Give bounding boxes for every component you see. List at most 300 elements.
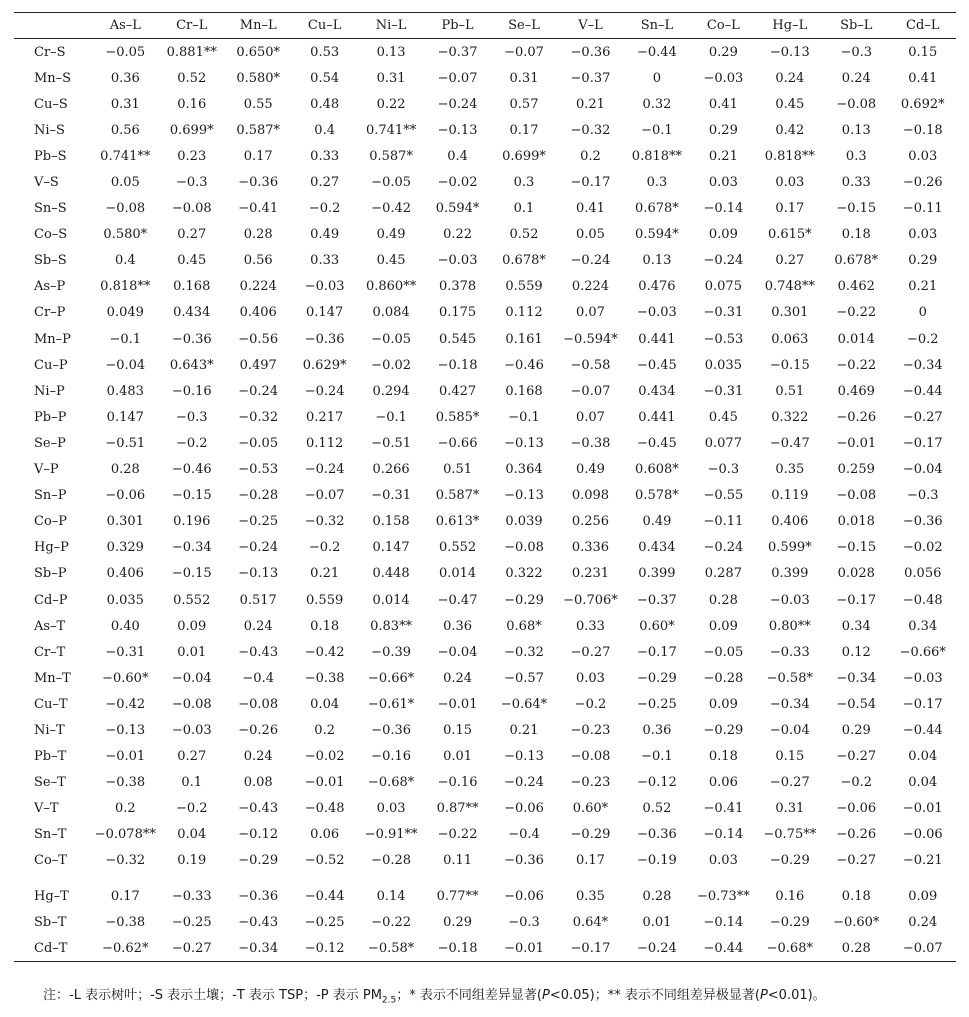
table-cell: −0.08 (570, 749, 611, 765)
table-cell: 0.168 (173, 279, 211, 295)
table-cell: −0.13 (504, 749, 544, 765)
column-header: V–L (557, 13, 623, 39)
table-cell: −0.43 (238, 801, 279, 817)
table-cell: 0.09 (708, 227, 738, 243)
table-cell: 0.64* (572, 914, 609, 930)
table-cell: −0.03 (437, 253, 478, 269)
table-row (14, 770, 956, 796)
table-row (14, 535, 956, 561)
table-cell: 0.056 (904, 566, 942, 582)
table-cell: 0.07 (575, 305, 605, 321)
column-header: Sb–L (823, 13, 889, 39)
table-cell: 0.03 (575, 670, 605, 686)
table-row (14, 691, 956, 717)
table-cell: 0.469 (837, 383, 875, 399)
table-cell: −0.43 (238, 914, 279, 930)
table-cell: −0.34 (225, 935, 291, 962)
table-cell: 0.77** (436, 888, 479, 904)
table-row (14, 561, 956, 587)
table-cell: 0.56 (110, 122, 140, 138)
row-label: Mn–S (34, 70, 72, 86)
table-cell: −0.47 (437, 592, 478, 608)
table-row (14, 848, 956, 874)
table-cell: 0.36 (110, 70, 140, 86)
table-cell: −0.706* (563, 592, 618, 608)
table-cell: 0.15 (775, 749, 805, 765)
table-cell: 0.29 (841, 722, 871, 738)
table-cell: 0.45 (775, 96, 805, 112)
table-cell: 0.678* (834, 253, 879, 269)
table-cell: −0.32 (570, 122, 611, 138)
table-cell: 0.517 (239, 592, 277, 608)
table-cell: −0.08 (171, 696, 212, 712)
table-cell: 0.03 (908, 148, 938, 164)
table-cell: 0.45 (376, 253, 406, 269)
table-cell: 0.18 (841, 888, 871, 904)
table-cell: −0.13 (437, 122, 478, 138)
table-cell: 0.256 (571, 514, 610, 530)
table-cell: −0.36 (238, 888, 279, 904)
table-row (14, 274, 956, 300)
table-cell: −0.08 (171, 201, 212, 217)
row-label: Cu–P (34, 357, 68, 373)
table-cell: −0.3 (175, 409, 208, 425)
table-cell: −0.07 (437, 70, 478, 86)
table-cell: −0.58 (570, 357, 611, 373)
table-cell: −0.22 (371, 914, 412, 930)
table-cell: 0.018 (837, 514, 875, 530)
table-cell: −0.36 (902, 514, 943, 530)
table-footnote (43, 984, 826, 1006)
table-cell: −0.01 (304, 775, 345, 791)
table-cell: 0.287 (704, 566, 742, 582)
table-cell: 0.33 (575, 618, 605, 634)
row-label: Pb–T (34, 749, 67, 765)
table-cell: −0.29 (769, 853, 810, 869)
table-cell: −0.15 (836, 540, 877, 556)
table-cell: −0.29 (769, 914, 810, 930)
table-cell: 0.587* (236, 122, 281, 138)
table-cell: 0.09 (708, 618, 738, 634)
table-cell: −0.44 (636, 44, 677, 60)
table-cell: −0.01 (902, 801, 943, 817)
table-cell: −0.44 (304, 888, 345, 904)
table-cell: −0.27 (836, 749, 877, 765)
table-cell: 0.881** (166, 44, 217, 60)
table-cell: 0.29 (908, 253, 938, 269)
table-cell: 0.52 (509, 227, 539, 243)
table-cell: 0.587* (369, 148, 413, 164)
table-cell: −0.04 (171, 670, 212, 686)
table-cell: 0.24 (841, 70, 871, 86)
table-cell: −0.13 (105, 722, 146, 738)
table-cell: −0.34 (171, 540, 212, 556)
table-cell: 0.28 (708, 592, 738, 608)
table-cell: −0.52 (304, 853, 345, 869)
table-cell: 0.53 (310, 44, 340, 60)
table-cell: −0.24 (304, 462, 345, 478)
table-cell: 0.21 (509, 722, 539, 738)
table-cell: −0.27 (902, 409, 943, 425)
table-cell: 0.34 (908, 618, 938, 634)
table-cell: −0.08 (504, 540, 544, 556)
row-label: V–T (34, 801, 59, 817)
table-cell: −0.24 (570, 253, 611, 269)
row-label: Hg–T (34, 888, 69, 904)
table-cell: −0.13 (504, 488, 544, 504)
table-cell: −0.08 (238, 696, 279, 712)
table-cell: 0.028 (837, 566, 875, 582)
column-header: Ni–L (358, 13, 424, 39)
table-cell: 0.4 (447, 148, 468, 164)
table-cell: 0.3 (646, 175, 668, 191)
table-cell: −0.62* (92, 935, 158, 962)
header-cell-corner (14, 13, 92, 39)
table-cell: 0.860** (365, 279, 417, 295)
table-cell: 0.22 (376, 96, 406, 112)
table-cell: −0.05 (371, 175, 412, 191)
table-row (14, 430, 956, 456)
table-cell: 0.336 (571, 540, 610, 556)
table-cell: −0.15 (171, 566, 212, 582)
table-cell: 0.40 (110, 618, 140, 634)
table-cell: −0.22 (836, 357, 877, 373)
table-row (14, 665, 956, 691)
table-row (14, 717, 956, 743)
table-cell: 0.24 (443, 670, 473, 686)
table-cell: 0.741** (365, 122, 417, 138)
table-cell: 0.18 (708, 749, 738, 765)
table-cell: 0.48 (310, 96, 340, 112)
table-cell: −0.55 (703, 488, 744, 504)
table-cell: −0.04 (105, 357, 146, 373)
table-cell: −0.38 (105, 775, 146, 791)
table-cell: 0.24 (775, 70, 805, 86)
table-cell: −0.38 (570, 435, 611, 451)
row-label: Ni–P (34, 383, 65, 399)
table-cell: −0.16 (371, 749, 412, 765)
table-cell: −0.1 (109, 331, 142, 347)
table-cell: 0.406 (106, 566, 144, 582)
table-cell: 0.54 (310, 70, 340, 86)
table-row (14, 744, 956, 770)
table-cell: 0.11 (443, 853, 473, 869)
table-cell: 0.36 (642, 722, 672, 738)
table-cell: 0.01 (642, 914, 672, 930)
table-cell: 0.45 (708, 409, 738, 425)
table-cell: 0.27 (177, 227, 207, 243)
table-cell: 0.29 (708, 44, 738, 60)
row-label: Ni–S (34, 122, 65, 138)
table-cell: 0.615* (767, 227, 812, 243)
table-cell: −0.2 (308, 201, 341, 217)
table-cell: −0.73** (696, 888, 750, 904)
table-cell: −0.36 (171, 331, 212, 347)
table-cell: −0.07 (570, 383, 611, 399)
table-cell: −0.24 (238, 540, 279, 556)
table-cell: 0.196 (173, 514, 211, 530)
table-cell: 0.594* (635, 227, 679, 243)
table-cell: 0.45 (177, 253, 207, 269)
table-row (14, 587, 956, 613)
table-cell: 0.57 (509, 96, 539, 112)
table-cell: 0.678* (635, 201, 679, 217)
table-cell: 0.13 (841, 122, 871, 138)
table-cell: −0.32 (304, 514, 345, 530)
table-cell: −0.54 (836, 696, 877, 712)
table-cell: 0.15 (443, 722, 473, 738)
table-cell: −0.078** (94, 827, 156, 843)
table-cell: −0.48 (304, 801, 345, 817)
table-cell: −0.06 (836, 801, 877, 817)
table-cell: −0.27 (159, 935, 225, 962)
table-cell: 0.643* (169, 357, 214, 373)
table-cell: 0.650* (236, 44, 281, 60)
table-cell: 0.406 (771, 514, 809, 530)
table-cell: 0.035 (106, 592, 144, 608)
table-row (14, 404, 956, 430)
table-cell: −0.17 (836, 592, 877, 608)
table-cell: −0.38 (105, 914, 146, 930)
table-cell: 0.147 (306, 305, 344, 321)
table-cell: −0.16 (437, 775, 478, 791)
table-cell: 0.31 (775, 801, 805, 817)
table-cell: −0.58* (358, 935, 424, 962)
table-cell: −0.91** (364, 827, 418, 843)
table-cell: 0.580* (103, 227, 148, 243)
note-text-2: ；* 表示不同组差异显著( (396, 988, 542, 1003)
table-cell: −0.12 (291, 935, 357, 962)
table-cell: 0.31 (110, 96, 140, 112)
table-cell: −0.3 (508, 914, 540, 930)
table-cell: 0.29 (443, 914, 473, 930)
table-cell: 0.36 (443, 618, 473, 634)
table-cell: −0.08 (105, 201, 146, 217)
table-cell: 0.399 (638, 566, 676, 582)
table-row (14, 909, 956, 935)
table-cell: 0.13 (642, 253, 672, 269)
table-cell: −0.61* (367, 696, 415, 712)
table-cell: 0.4 (314, 122, 335, 138)
table-cell: 0.599* (767, 540, 812, 556)
table-cell: −0.25 (171, 914, 212, 930)
table-row (14, 222, 956, 248)
table-cell: −0.53 (238, 462, 279, 478)
table-cell: 0.14 (376, 888, 406, 904)
table-cell: 0.084 (372, 305, 410, 321)
table-cell: 0.039 (505, 514, 543, 530)
table-row (14, 935, 956, 962)
table-cell: 0.19 (177, 853, 207, 869)
table-cell: −0.37 (570, 70, 611, 86)
table-cell: 0.049 (106, 305, 144, 321)
table-cell: −0.47 (769, 435, 810, 451)
table-cell: 0.17 (243, 148, 273, 164)
table-cell: −0.32 (105, 853, 146, 869)
table-cell: 0.08 (243, 775, 273, 791)
table-cell: 0.147 (372, 540, 410, 556)
table-cell: −0.60* (833, 914, 880, 930)
table-cell: 0.301 (771, 305, 809, 321)
note-p-symbol-2: P (759, 988, 768, 1003)
table-cell: 0.678* (502, 253, 546, 269)
table-cell: −0.25 (238, 514, 279, 530)
table-cell: −0.37 (636, 592, 677, 608)
table-cell: 0.07 (575, 409, 605, 425)
table-cell: −0.11 (902, 201, 943, 217)
table-cell: −0.594* (563, 331, 618, 347)
table-cell: −0.38 (304, 670, 345, 686)
table-cell: 0.31 (509, 70, 539, 86)
table-cell: 0.21 (708, 148, 738, 164)
table-cell: −0.64* (500, 696, 548, 712)
table-cell: −0.41 (238, 201, 279, 217)
table-cell: 0.483 (106, 383, 144, 399)
table-cell: −0.32 (504, 644, 544, 660)
row-label: Cr–P (34, 305, 66, 321)
table-cell: 0.60* (572, 801, 609, 817)
table-cell: −0.05 (703, 644, 744, 660)
table-cell: 0.27 (310, 175, 340, 191)
table-cell: 0.51 (443, 462, 473, 478)
table-cell: 0.112 (505, 305, 543, 321)
table-cell: −0.68* (757, 935, 823, 962)
table-cell: −0.28 (703, 670, 744, 686)
table-cell: −0.3 (840, 44, 873, 60)
table-cell: 0.175 (438, 305, 477, 321)
table-cell: −0.66* (367, 670, 415, 686)
table-cell: 0.378 (438, 279, 477, 295)
table-cell: −0.17 (902, 696, 943, 712)
table-cell: 0.818** (764, 148, 815, 164)
table-row (14, 822, 956, 848)
table-cell: 0.692* (900, 96, 945, 112)
row-label: As–T (34, 618, 66, 634)
table-cell: 0.05 (110, 175, 140, 191)
row-label: Se–T (34, 775, 66, 791)
table-cell: −0.29 (504, 592, 544, 608)
table-cell: 0.87** (436, 801, 479, 817)
table-cell: −0.11 (703, 514, 744, 530)
table-cell: 0.17 (509, 122, 539, 138)
table-cell: 0 (652, 70, 662, 86)
table-cell: −0.36 (504, 853, 544, 869)
table-cell: −0.05 (105, 44, 146, 60)
table-cell: −0.24 (703, 540, 744, 556)
table-row (14, 457, 956, 483)
table-cell: −0.42 (304, 644, 345, 660)
table-cell: −0.45 (636, 435, 677, 451)
table-cell: 0.224 (571, 279, 610, 295)
row-label: V–S (34, 175, 59, 191)
row-label: Sb–T (34, 914, 67, 930)
table-cell: −0.33 (769, 644, 810, 660)
table-cell: −0.03 (636, 305, 677, 321)
table-cell: −0.27 (836, 853, 877, 869)
column-header: Cu–L (291, 13, 357, 39)
table-cell: −0.46 (171, 462, 212, 478)
table-cell: 0.014 (372, 592, 410, 608)
table-cell: 0.818** (631, 148, 683, 164)
table-cell: 0.629* (302, 357, 347, 373)
table-cell: 0.34 (841, 618, 871, 634)
table-row (14, 796, 956, 822)
table-cell: −0.36 (636, 827, 677, 843)
table-cell: 0.68* (506, 618, 542, 634)
table-cell: −0.03 (703, 70, 744, 86)
table-cell: 0.441 (638, 331, 676, 347)
table-cell: 0.462 (837, 279, 875, 295)
table-cell: −0.3 (707, 462, 740, 478)
table-cell: −0.19 (636, 853, 677, 869)
column-header: Mn–L (225, 13, 291, 39)
table-cell: 0.063 (771, 331, 809, 347)
table-cell: 0.231 (571, 566, 610, 582)
table-cell: −0.22 (437, 827, 478, 843)
row-label: Pb–P (34, 409, 67, 425)
table-cell: −0.24 (437, 96, 478, 112)
table-row (14, 117, 956, 143)
table-cell: −0.2 (175, 801, 208, 817)
table-cell: −0.24 (624, 935, 690, 962)
table-cell: −0.17 (570, 175, 611, 191)
table-cell: −0.25 (304, 914, 345, 930)
table-cell: −0.31 (703, 305, 744, 321)
table-cell: −0.36 (304, 331, 345, 347)
table-cell: −0.31 (371, 488, 412, 504)
table-cell: 0.301 (106, 514, 144, 530)
table-cell: 0.4 (114, 253, 136, 269)
table-cell: −0.29 (703, 722, 744, 738)
note-text-3: <0.05)；** 表示不同组差异极显著( (549, 988, 760, 1003)
table-cell: −0.33 (171, 888, 212, 904)
table-cell: −0.18 (424, 935, 490, 962)
table-cell: −0.31 (703, 383, 744, 399)
table-body (14, 39, 956, 962)
table-cell: 0.21 (908, 279, 938, 295)
table-cell: 0.17 (575, 853, 605, 869)
note-p-symbol-1: P (541, 988, 550, 1003)
table-cell: 0.077 (704, 435, 742, 451)
table-cell: 0.09 (908, 888, 938, 904)
table-cell: 0.1 (181, 775, 203, 791)
table-cell: 0.16 (775, 888, 805, 904)
table-cell: 0.587* (435, 488, 480, 504)
table-cell: −0.15 (769, 357, 810, 373)
table-cell: 0.552 (438, 540, 477, 556)
table-cell: 0.259 (837, 462, 875, 478)
table-cell: −0.07 (504, 44, 544, 60)
table-cell: 0.41 (708, 96, 738, 112)
table-cell: −0.18 (902, 122, 943, 138)
table-cell: −0.51 (105, 435, 146, 451)
table-cell: 0.52 (642, 801, 672, 817)
table-cell: −0.27 (769, 775, 810, 791)
column-header: Hg–L (757, 13, 823, 39)
table-cell: 0.2 (580, 148, 601, 164)
table-cell: 0.329 (106, 540, 144, 556)
table-cell: 0.699* (169, 122, 214, 138)
table-cell: 0.322 (505, 566, 543, 582)
table-cell: 0.594* (435, 201, 480, 217)
table-cell: −0.06 (504, 801, 544, 817)
table-cell: 0.818** (100, 279, 151, 295)
table-cell: 0.51 (775, 383, 805, 399)
table-cell: 0.05 (575, 227, 605, 243)
table-cell: 0.04 (310, 696, 340, 712)
table-cell: −0.23 (570, 775, 611, 791)
table-cell: 0.03 (775, 175, 805, 191)
